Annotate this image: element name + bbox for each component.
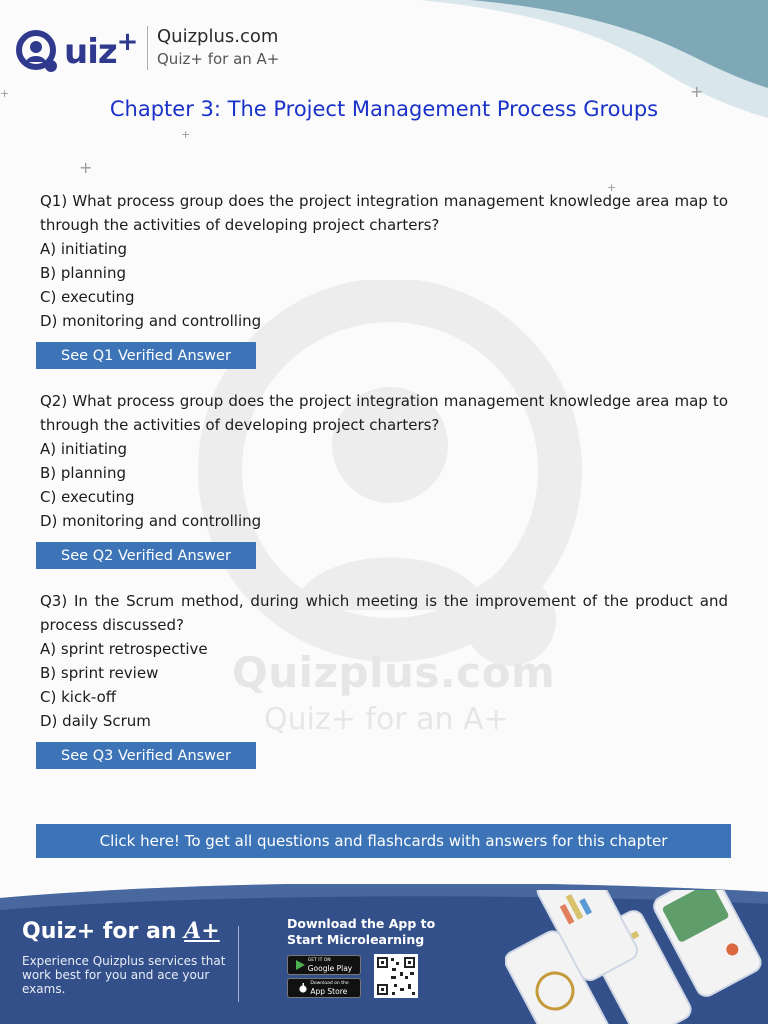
- logo-divider: [147, 26, 148, 70]
- question-block: [40, 589, 728, 733]
- app-store-button[interactable]: [287, 978, 361, 998]
- plus-decoration: +: [607, 181, 617, 194]
- google-play-small-text: GET IT ON: [307, 958, 331, 963]
- qr-code-icon: [374, 954, 418, 998]
- get-all-questions-button[interactable]: Click here! To get all questions and flashcards with answers for this chapter: [36, 824, 731, 858]
- google-play-button[interactable]: [287, 955, 361, 975]
- apple-icon: [299, 983, 307, 993]
- see-q3-answer-button[interactable]: See Q3 Verified Answer: [36, 742, 256, 769]
- answer-option: C) executing: [40, 288, 135, 306]
- site-name: Quizplus.com: [157, 26, 279, 47]
- logo-word: uiz: [64, 32, 117, 72]
- app-phones-illustration: [505, 890, 768, 1024]
- answer-option: A) initiating: [40, 240, 128, 258]
- chapter-title: Chapter 3: The Project Management Process Groups: [109, 97, 659, 121]
- watermark-tagline: Quiz+ for an A+: [264, 702, 509, 737]
- banner-description: Experience Quizplus services that work best for you and ace your exams.: [22, 954, 226, 996]
- download-app-text: Download the App to Start Microlearning: [287, 916, 436, 947]
- app-promo-banner[interactable]: [0, 884, 768, 1024]
- plus-decoration: +: [0, 87, 10, 100]
- plus-decoration: +: [690, 82, 704, 101]
- answer-option: D) daily Scrum: [40, 712, 151, 730]
- banner-brand: [22, 918, 220, 944]
- banner-brand-text: Quiz+ for an: [22, 919, 185, 944]
- question-block: [40, 189, 728, 333]
- app-store-small-text: Download on the: [310, 981, 349, 986]
- answer-option: A) sprint retrospective: [40, 640, 208, 658]
- see-q2-answer-button[interactable]: See Q2 Verified Answer: [36, 542, 256, 569]
- site-tagline: Quiz+ for an A+: [157, 50, 280, 68]
- answer-option: B) planning: [40, 264, 127, 282]
- banner-divider: [238, 926, 239, 1002]
- question-block: [40, 389, 728, 533]
- answer-option: B) planning: [40, 464, 127, 482]
- logo-plus: +: [116, 27, 139, 57]
- question-text: Q3) In the Scrum method, during which meeting is the improvement of the product and process discussed?: [40, 592, 728, 634]
- answer-option: A) initiating: [40, 440, 128, 458]
- answer-option: C) executing: [40, 488, 135, 506]
- question-text: Q2) What process group does the project integration management knowledge area map to through the activities of developing project charters?: [40, 392, 728, 434]
- see-q1-answer-button[interactable]: See Q1 Verified Answer: [36, 342, 256, 369]
- app-store-label: App Store: [310, 987, 348, 996]
- answer-option: C) kick-off: [40, 688, 117, 706]
- plus-decoration: +: [79, 158, 93, 177]
- banner-brand-a: A+: [184, 918, 220, 944]
- quizplus-logo[interactable]: [14, 24, 138, 80]
- watermark-site: Quizplus.com: [232, 648, 556, 697]
- google-play-label: Google Play: [307, 964, 353, 973]
- answer-option: D) monitoring and controlling: [40, 312, 262, 330]
- logo-q-icon: [14, 28, 62, 76]
- google-play-icon: [296, 960, 305, 970]
- answer-option: B) sprint review: [40, 664, 159, 682]
- question-text: Q1) What process group does the project integration management knowledge area map to through the activities of developing project charters?: [40, 192, 728, 234]
- plus-decoration: +: [181, 128, 191, 141]
- answer-option: D) monitoring and controlling: [40, 512, 262, 530]
